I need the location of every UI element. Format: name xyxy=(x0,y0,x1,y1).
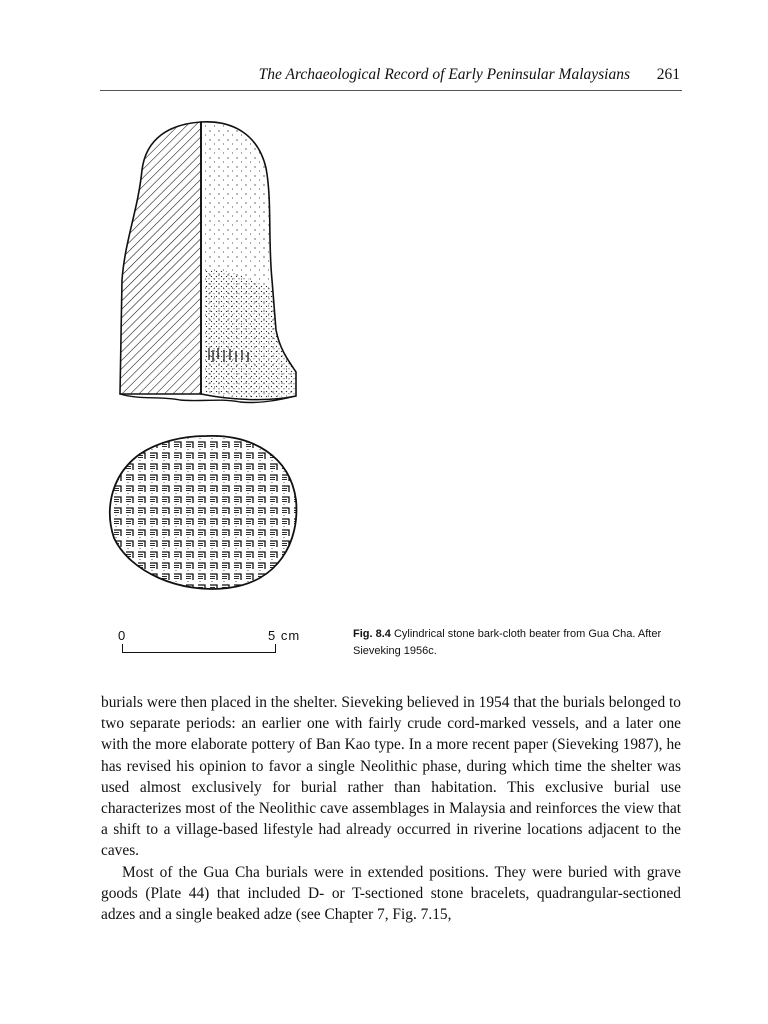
figure-caption xyxy=(353,626,693,660)
page-number: 261 xyxy=(656,66,680,83)
caption-label: Fig. 8.4 xyxy=(353,628,391,640)
beater-side-view xyxy=(120,122,296,403)
scale-line xyxy=(122,644,276,653)
body-text xyxy=(101,692,681,925)
scale-zero-label: 0 xyxy=(118,628,126,643)
running-header xyxy=(100,64,682,91)
beater-end-face xyxy=(100,430,310,600)
paragraph: burials were then placed in the shelter. Sieveking believed in 1954 that the burials belonged to two separate periods: an earlier one with fairly crude cord-marked vessels, and a later one with the more elaborate pottery of Ban Kao type. In a more recent paper (Sieveking 1987), he has revised his opinion to favor a single Neolithic phase, during which time the shelter was used almost exclusively for burial rather than habitation. This exclusive burial use characterizes most of the Neolithic cave assemblages in Malaysia and reinforces the view that a shift to a village-based lifestyle had already occurred in riverine locations adjacent to the caves. xyxy=(101,694,681,860)
running-title: The Archaeological Record of Early Peninsular Malaysians xyxy=(258,66,630,83)
caption-text: Cylindrical stone bark-cloth beater from Gua Cha. After Sieveking 1956c. xyxy=(353,628,662,657)
bark-cloth-beater-illustration xyxy=(100,110,320,610)
scale-max-label: 5 cm xyxy=(268,628,301,643)
paragraph: Most of the Gua Cha burials were in extended positions. They were buried with grave goods (Plate 44) that included D- or T-sectioned stone bracelets, quadrangular-sectioned adzes and a single beaked adze (see Chapter 7, Fig. 7.15, xyxy=(101,863,681,924)
scale-bar xyxy=(118,626,318,662)
